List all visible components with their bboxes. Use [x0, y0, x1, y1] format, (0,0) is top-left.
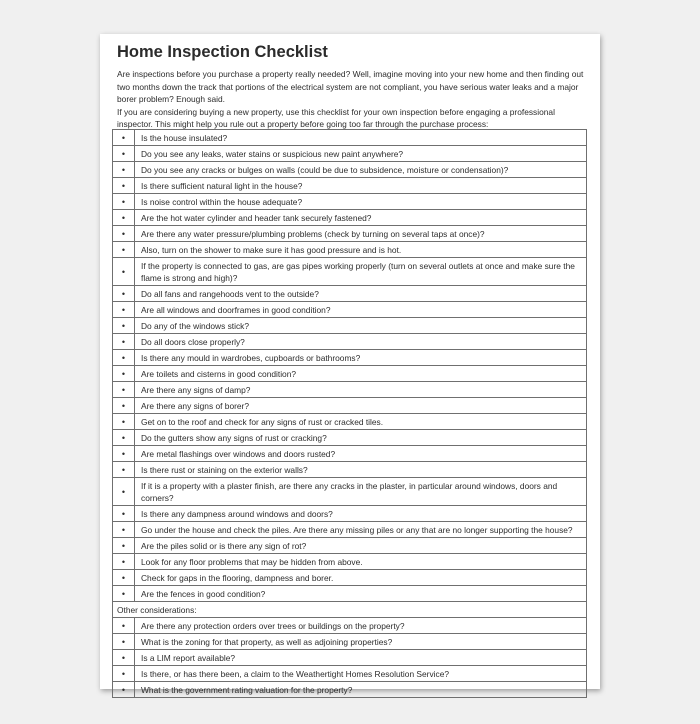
checklist-row: [113, 178, 587, 194]
bullet-icon: •: [113, 446, 135, 462]
checklist-item-text: Get on to the roof and check for any signs of rust or cracked tiles.: [135, 414, 587, 430]
bullet-icon: •: [113, 162, 135, 178]
checklist-row: [113, 570, 587, 586]
checklist-row: [113, 302, 587, 318]
checklist-item-text: Do all fans and rangehoods vent to the outside?: [135, 286, 587, 302]
checklist-row: [113, 242, 587, 258]
checklist-row: [113, 226, 587, 242]
checklist-row: [113, 130, 587, 146]
checklist-row: [113, 650, 587, 666]
intro-paragraph: Are inspections before you purchase a property really needed? Well, imagine moving into your new home and then finding out two months down the track that portions of the electrical system are not compliant, you have serious water leaks and a major borer problem? Enough said.: [117, 69, 584, 104]
checklist-row: [113, 506, 587, 522]
checklist-row: [113, 350, 587, 366]
checklist-row: [113, 682, 587, 698]
bullet-icon: •: [113, 570, 135, 586]
checklist-row: [113, 210, 587, 226]
checklist-item-text: Are toilets and cisterns in good condition?: [135, 366, 587, 382]
checklist-item-text: Is there any mould in wardrobes, cupboards or bathrooms?: [135, 350, 587, 366]
checklist-item-text: Are there any water pressure/plumbing problems (check by turning on several taps at once)?: [135, 226, 587, 242]
checklist-row: [113, 258, 587, 286]
bullet-icon: •: [113, 430, 135, 446]
checklist-item-text: What is the zoning for that property, as well as adjoining properties?: [135, 634, 587, 650]
checklist-row: [113, 162, 587, 178]
bullet-icon: •: [113, 178, 135, 194]
checklist-item-text: Are the piles solid or is there any sign of rot?: [135, 538, 587, 554]
bullet-icon: •: [113, 462, 135, 478]
checklist-row: [113, 478, 587, 506]
bullet-icon: •: [113, 318, 135, 334]
bullet-icon: •: [113, 286, 135, 302]
checklist-item-text: Are all windows and doorframes in good condition?: [135, 302, 587, 318]
checklist-item-text: Go under the house and check the piles. Are there any missing piles or any that are no longer supporting the house?: [135, 522, 587, 538]
bullet-icon: •: [113, 538, 135, 554]
bullet-icon: •: [113, 554, 135, 570]
checklist-item-text: Also, turn on the shower to make sure it has good pressure and is hot.: [135, 242, 587, 258]
bullet-icon: •: [113, 682, 135, 698]
bullet-icon: •: [113, 398, 135, 414]
bullet-icon: •: [113, 366, 135, 382]
bullet-icon: •: [113, 302, 135, 318]
checklist-row: [113, 522, 587, 538]
checklist-item-text: Is there, or has there been, a claim to the Weathertight Homes Resolution Service?: [135, 666, 587, 682]
bullet-icon: •: [113, 506, 135, 522]
bullet-icon: •: [113, 650, 135, 666]
checklist-table: [112, 129, 587, 698]
checklist-row: [113, 430, 587, 446]
bullet-icon: •: [113, 666, 135, 682]
bullet-icon: •: [113, 334, 135, 350]
checklist-item-text: If it is a property with a plaster finish, are there any cracks in the plaster, in particular around windows, doors and corners?: [135, 478, 587, 506]
bullet-icon: •: [113, 618, 135, 634]
bullet-icon: •: [113, 586, 135, 602]
document-title: Home Inspection Checklist: [117, 43, 328, 61]
checklist-row: [113, 634, 587, 650]
bullet-icon: •: [113, 210, 135, 226]
bullet-icon: •: [113, 634, 135, 650]
checklist-row: [113, 366, 587, 382]
checklist-row: [113, 446, 587, 462]
checklist-row: [113, 194, 587, 210]
other-considerations-heading: Other considerations:: [113, 602, 587, 618]
checklist-row: [113, 554, 587, 570]
checklist-row: [113, 398, 587, 414]
bullet-icon: •: [113, 194, 135, 210]
checklist-row: [113, 286, 587, 302]
bullet-icon: •: [113, 226, 135, 242]
checklist-row: [113, 414, 587, 430]
bullet-icon: •: [113, 382, 135, 398]
checklist-item-text: Are the fences in good condition?: [135, 586, 587, 602]
checklist-item-text: Are the hot water cylinder and header tank securely fastened?: [135, 210, 587, 226]
checklist-item-text: Do the gutters show any signs of rust or cracking?: [135, 430, 587, 446]
bullet-icon: •: [113, 414, 135, 430]
checklist-item-text: Look for any floor problems that may be hidden from above.: [135, 554, 587, 570]
checklist-row: [113, 318, 587, 334]
checklist-item-text: Do any of the windows stick?: [135, 318, 587, 334]
section-heading-row: [113, 602, 587, 618]
checklist-item-text: Do you see any leaks, water stains or suspicious new paint anywhere?: [135, 146, 587, 162]
bullet-icon: •: [113, 258, 135, 286]
checklist-item-text: Is a LIM report available?: [135, 650, 587, 666]
intro-text: [117, 68, 587, 131]
checklist-item-text: Is the house insulated?: [135, 130, 587, 146]
checklist-row: [113, 146, 587, 162]
checklist-item-text: Are there any protection orders over trees or buildings on the property?: [135, 618, 587, 634]
checklist-row: [113, 538, 587, 554]
bullet-icon: •: [113, 350, 135, 366]
checklist-item-text: Are there any signs of borer?: [135, 398, 587, 414]
checklist-row: [113, 382, 587, 398]
checklist-item-text: If the property is connected to gas, are gas pipes working properly (turn on several outlets at once and make sure the flame is strong and high)?: [135, 258, 587, 286]
checklist-item-text: What is the government rating valuation for the property?: [135, 682, 587, 698]
bullet-icon: •: [113, 478, 135, 506]
document-page: [100, 34, 600, 695]
checklist-item-text: Do all doors close properly?: [135, 334, 587, 350]
checklist-item-text: Is noise control within the house adequate?: [135, 194, 587, 210]
bullet-icon: •: [113, 130, 135, 146]
checklist-row: [113, 666, 587, 682]
bullet-icon: •: [113, 146, 135, 162]
checklist-item-text: Do you see any cracks or bulges on walls (could be due to subsidence, moisture or condensation)?: [135, 162, 587, 178]
intro-paragraph: If you are considering buying a new property, use this checklist for your own inspection before engaging a professional inspector. This might help you rule out a property before going too far through the purchase process:: [117, 106, 555, 129]
checklist-item-text: Check for gaps in the flooring, dampness and borer.: [135, 570, 587, 586]
checklist-item-text: Is there any dampness around windows and doors?: [135, 506, 587, 522]
bullet-icon: •: [113, 242, 135, 258]
checklist-item-text: Is there sufficient natural light in the house?: [135, 178, 587, 194]
checklist-item-text: Are metal flashings over windows and doors rusted?: [135, 446, 587, 462]
checklist-item-text: Are there any signs of damp?: [135, 382, 587, 398]
checklist-row: [113, 586, 587, 602]
checklist-row: [113, 334, 587, 350]
checklist-item-text: Is there rust or staining on the exterior walls?: [135, 462, 587, 478]
bullet-icon: •: [113, 522, 135, 538]
checklist-row: [113, 462, 587, 478]
checklist-row: [113, 618, 587, 634]
